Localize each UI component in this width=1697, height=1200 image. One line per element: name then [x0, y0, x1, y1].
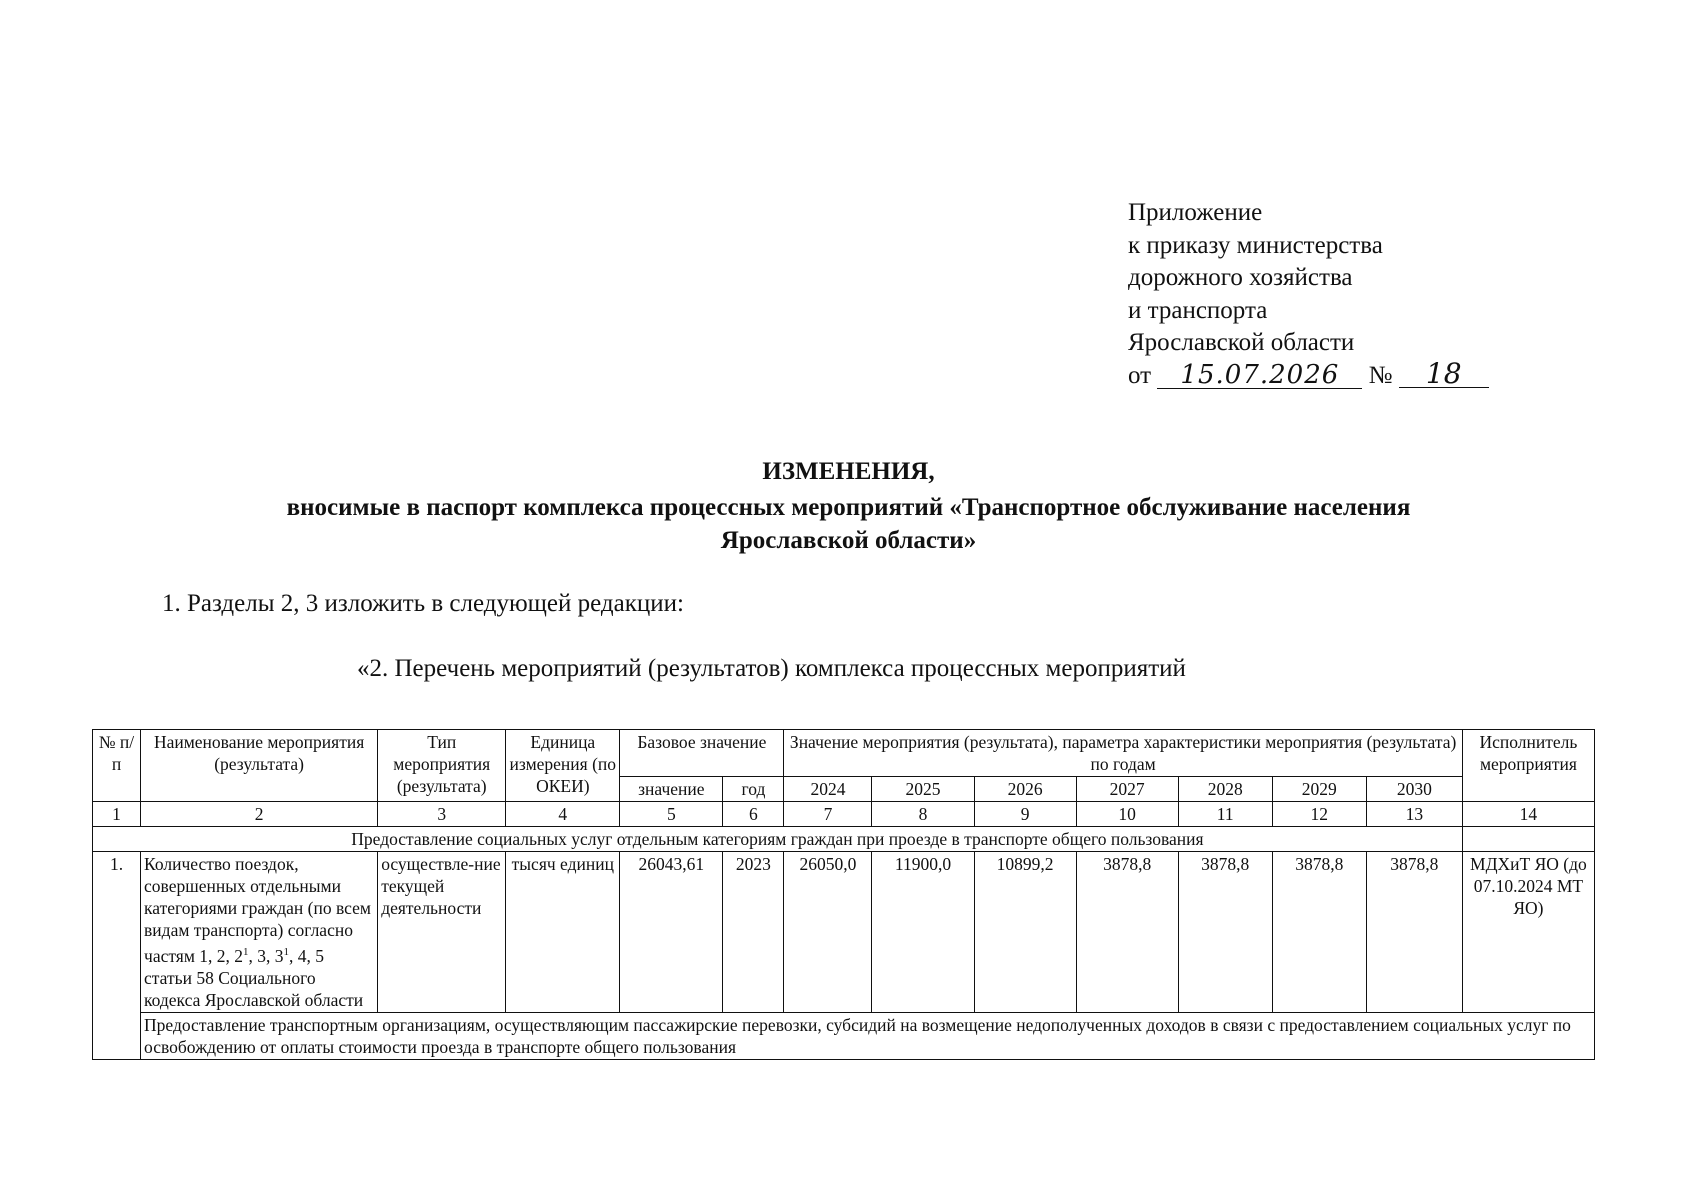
paragraph-1: 1. Разделы 2, 3 изложить в следующей редакции:	[162, 590, 684, 617]
header-year: 2028	[1178, 777, 1272, 802]
column-number: 13	[1366, 802, 1462, 827]
row-name-sup: 1	[283, 946, 290, 958]
row-value-2028: 3878,8	[1178, 852, 1272, 1013]
header-year: 2025	[872, 777, 974, 802]
appendix-line: дорожного хозяйства	[1128, 264, 1353, 291]
row-type: осуществле-ние текущей деятельности	[378, 852, 506, 1013]
row-note: Предоставление транспортным организациям, осуществляющим пассажирские перевозки, субсидий на возмещение недополученных доходов в связи с предоставлением социальных услуг по освобождению от оплаты стоимости проезда в транспорте общего пользования	[141, 1012, 1595, 1059]
header-base: Базовое значение	[620, 730, 784, 777]
row-name-sup: 1	[243, 946, 249, 958]
appendix-line: к приказу министерства	[1128, 231, 1383, 259]
section-empty-cell	[1462, 827, 1594, 852]
document-subtitle	[0, 491, 1697, 557]
column-number: 9	[974, 802, 1076, 827]
row-unit: тысяч единиц	[506, 852, 620, 1013]
column-number: 14	[1462, 802, 1594, 827]
appendix-date-line	[1128, 356, 1489, 393]
appendix-line: Ярославской области	[1128, 329, 1355, 356]
table-row	[93, 852, 1595, 1013]
column-number: 4	[506, 802, 620, 827]
handwritten-number: 18	[1399, 361, 1489, 388]
header-year: 2026	[974, 777, 1076, 802]
handwritten-date: 15.07.2026	[1157, 362, 1362, 389]
header-values: Значение мероприятия (результата), параметра характеристики мероприятия (результата) по годам	[784, 730, 1462, 777]
header-year: 2024	[784, 777, 872, 802]
subtitle-line-1: вносимые в паспорт комплекса процессных мероприятий «Транспортное обслуживание населения	[286, 494, 1411, 521]
document-title: ИЗМЕНЕНИЯ,	[762, 458, 935, 485]
column-number: 7	[784, 802, 872, 827]
appendix-block	[1128, 197, 1489, 392]
header-year: 2030	[1366, 777, 1462, 802]
row-name	[141, 852, 378, 1013]
row-base-value: 26043,61	[620, 852, 723, 1013]
column-number: 8	[872, 802, 974, 827]
column-number: 10	[1076, 802, 1178, 827]
header-base-value: значение	[620, 777, 723, 802]
row-name-text: , 3, 3	[248, 945, 284, 966]
header-executor: Исполнитель мероприятия	[1462, 730, 1594, 802]
row-value-2029: 3878,8	[1272, 852, 1366, 1013]
row-name-text: Количество поездок, совершенных отдельными категориями граждан (по всем видам транспорта) согласно частям 1, 2, 2	[144, 854, 371, 966]
table-note-row	[93, 1012, 1595, 1059]
column-number: 3	[378, 802, 506, 827]
header-num: № п/п	[93, 730, 141, 802]
header-name: Наименование мероприятия (результата)	[141, 730, 378, 802]
appendix-line: и транспорта	[1128, 296, 1268, 324]
row-number: 1.	[93, 852, 141, 1060]
row-executor: МДХиТ ЯО (до 07.10.2024 МТ ЯО)	[1462, 852, 1594, 1013]
header-year: 2027	[1076, 777, 1178, 802]
header-type: Тип мероприятия (результата)	[378, 730, 506, 802]
section-row	[93, 827, 1595, 852]
section-heading: «2. Перечень мероприятий (результатов) комплекса процессных мероприятий	[357, 655, 1186, 682]
column-number: 12	[1272, 802, 1366, 827]
row-value-2030: 3878,8	[1366, 852, 1462, 1013]
row-name-text: , 4, 5 статьи 58 Социального кодекса Ярославской области	[144, 945, 364, 1010]
number-label: №	[1368, 361, 1393, 389]
column-number: 5	[620, 802, 723, 827]
row-value-2025: 11900,0	[872, 852, 974, 1013]
appendix-line: Приложение	[1128, 199, 1263, 226]
header-unit: Единица измерения (по ОКЕИ)	[506, 730, 620, 802]
from-label: от	[1128, 361, 1152, 389]
row-value-2027: 3878,8	[1076, 852, 1178, 1013]
header-year: 2029	[1272, 777, 1366, 802]
column-number: 11	[1178, 802, 1272, 827]
header-row-1	[93, 730, 1595, 777]
subtitle-line-2: Ярославской области»	[720, 527, 977, 554]
header-base-year: год	[723, 777, 784, 802]
row-value-2024: 26050,0	[784, 852, 872, 1013]
column-number: 6	[723, 802, 784, 827]
row-base-year: 2023	[723, 852, 784, 1013]
column-number: 1	[93, 802, 141, 827]
column-number-row	[93, 802, 1595, 827]
section-title: Предоставление социальных услуг отдельным категориям граждан при проезде в транспорте общего пользования	[93, 827, 1463, 852]
column-number: 2	[141, 802, 378, 827]
activities-table	[92, 729, 1595, 1060]
row-value-2026: 10899,2	[974, 852, 1076, 1013]
